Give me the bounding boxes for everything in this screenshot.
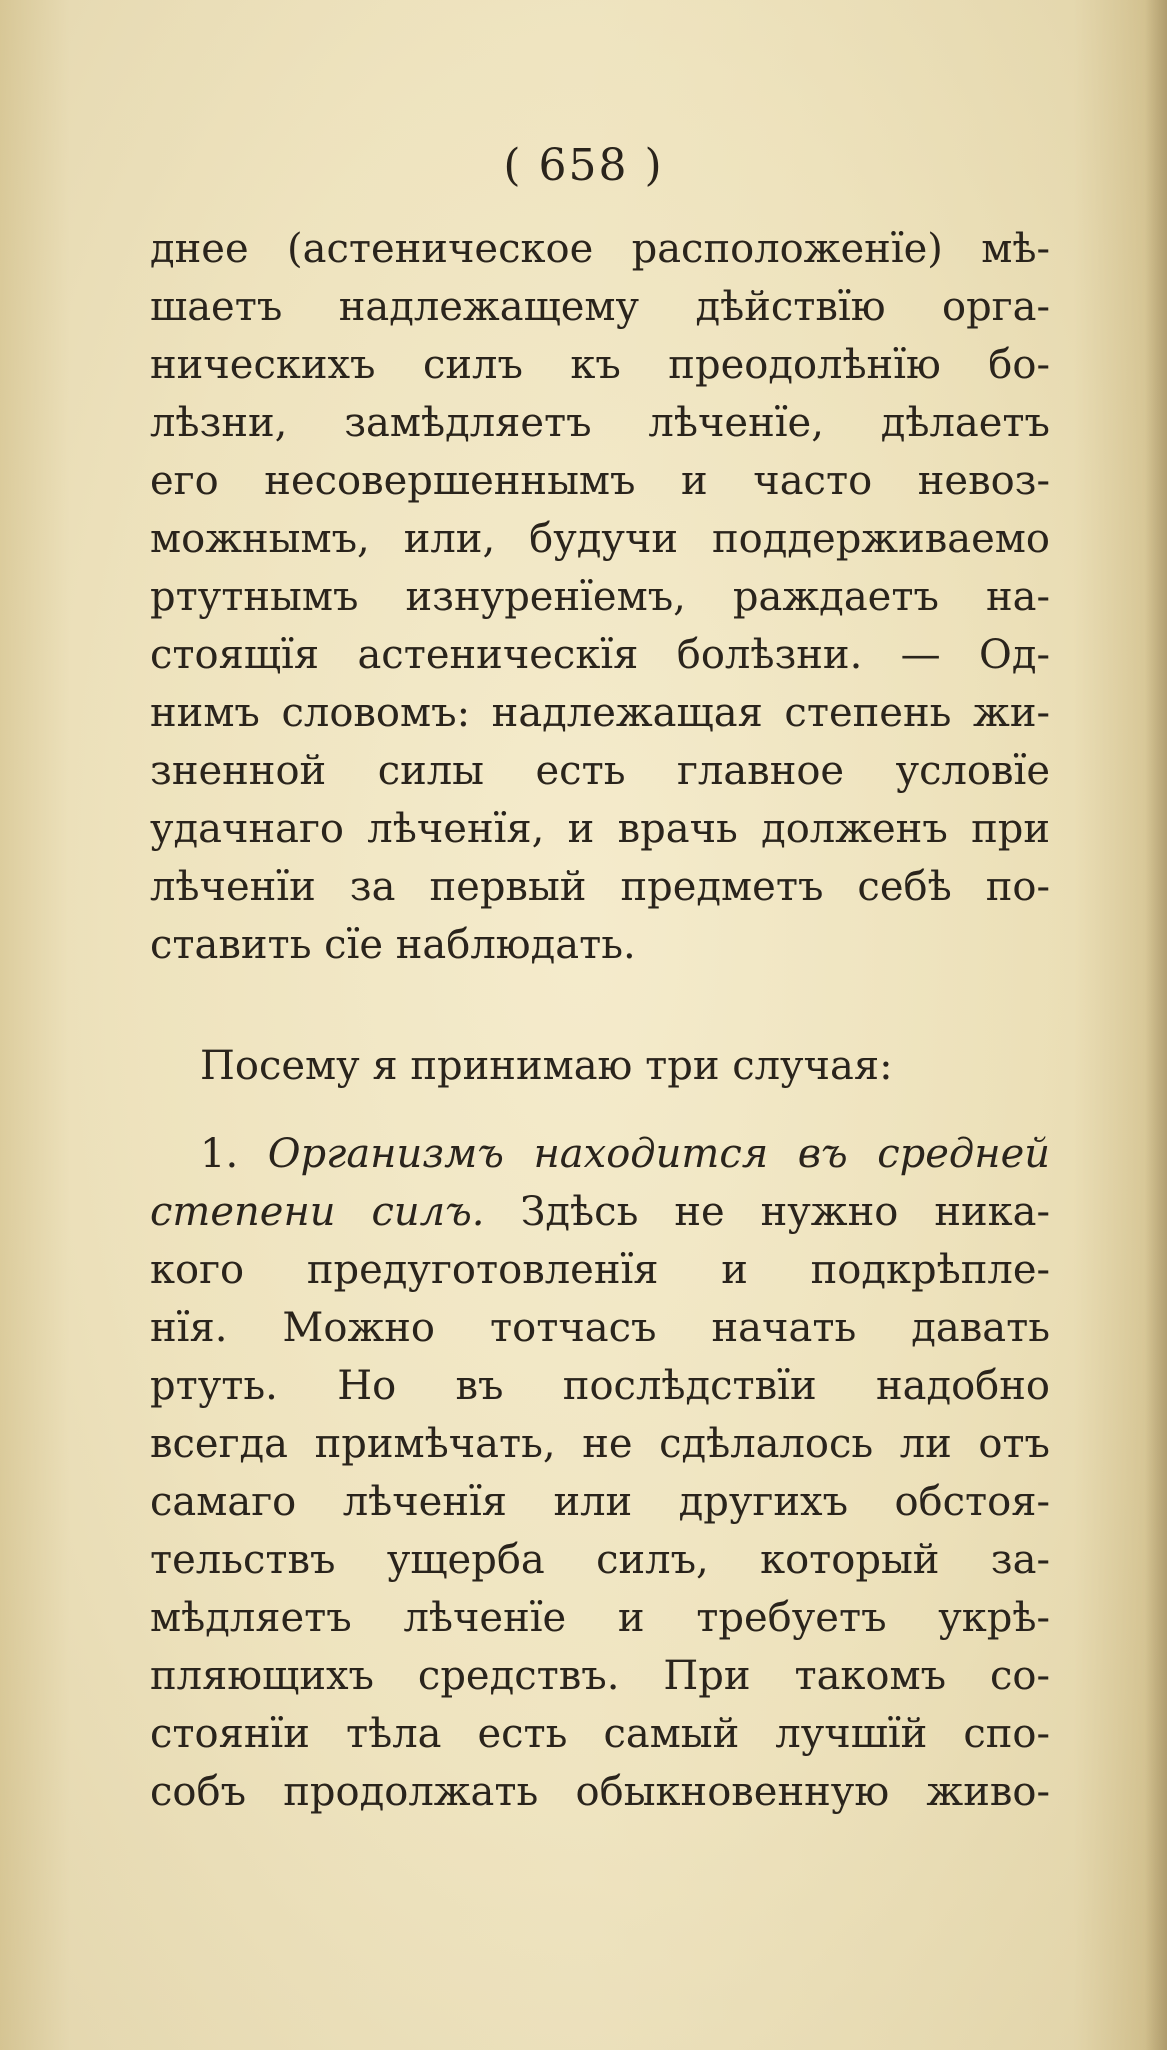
- text-line: пляющихъ средствъ. При такомъ со-: [150, 1653, 1050, 1699]
- italic-heading: степени силъ.: [150, 1189, 485, 1235]
- text-line: нїя. Можно тотчасъ начать давать: [150, 1305, 1050, 1351]
- text-line: лѣченїи за первый предметъ себѣ по-: [150, 864, 1050, 910]
- paragraph-1: [150, 220, 1050, 974]
- text-line: [150, 1183, 1050, 1241]
- text-line: Посему я принимаю три случая:: [200, 1043, 893, 1089]
- text-line: ставить сїе наблюдать.: [150, 922, 636, 968]
- text-line: зненной силы есть главное условїе: [150, 748, 1050, 794]
- text-line: удачнаго лѣченїя, и врачь долженъ при: [150, 806, 1050, 852]
- text-line: кого предуготовленїя и подкрѣпле-: [150, 1247, 1050, 1293]
- italic-heading: Организмъ находится въ средней: [267, 1131, 1050, 1177]
- text-line: днее (астеническое расположенїе) мѣ-: [150, 226, 1050, 272]
- text-line: можнымъ, или, будучи поддерживаемо: [150, 516, 1050, 562]
- enumerated-line: [150, 1125, 1050, 1183]
- text-line: лѣзни, замѣдляетъ лѣченїе, дѣлаетъ: [150, 400, 1050, 446]
- text-line: стоянїи тѣла есть самый лучшїй спо-: [150, 1711, 1050, 1757]
- paragraph-3: [150, 1125, 1050, 1821]
- text-line: шаетъ надлежащему дѣйствїю орга-: [150, 284, 1050, 330]
- page-edge-shadow: [1145, 0, 1167, 2050]
- page-number: ( 658 ): [503, 140, 664, 191]
- text-line: собъ продолжать обыкновенную живо-: [150, 1769, 1050, 1815]
- text-line: самаго лѣченїя или другихъ обстоя-: [150, 1479, 1050, 1525]
- paragraph-2: [150, 1037, 1050, 1095]
- case-number: 1.: [200, 1131, 239, 1177]
- text-line: стоящїя астеническїя болѣзни. — Од-: [150, 632, 1050, 678]
- text-line: мѣдляетъ лѣченїе и требуетъ укрѣ-: [150, 1595, 1050, 1641]
- text-line: его несовершеннымъ и часто невоз-: [150, 458, 1050, 504]
- text-line: ническихъ силъ къ преодолѣнїю бо-: [150, 342, 1050, 388]
- text-line: ртуть. Но въ послѣдствїи надобно: [150, 1363, 1050, 1409]
- text-segment: Здѣсь не нужно ника-: [520, 1189, 1050, 1235]
- text-line: нимъ словомъ: надлежащая степень жи-: [150, 690, 1050, 736]
- text-line: ртутнымъ изнуренїемъ, раждаетъ на-: [150, 574, 1050, 620]
- text-line: всегда примѣчать, не сдѣлалось ли отъ: [150, 1421, 1050, 1467]
- text-line: тельствъ ущерба силъ, который за-: [150, 1537, 1050, 1583]
